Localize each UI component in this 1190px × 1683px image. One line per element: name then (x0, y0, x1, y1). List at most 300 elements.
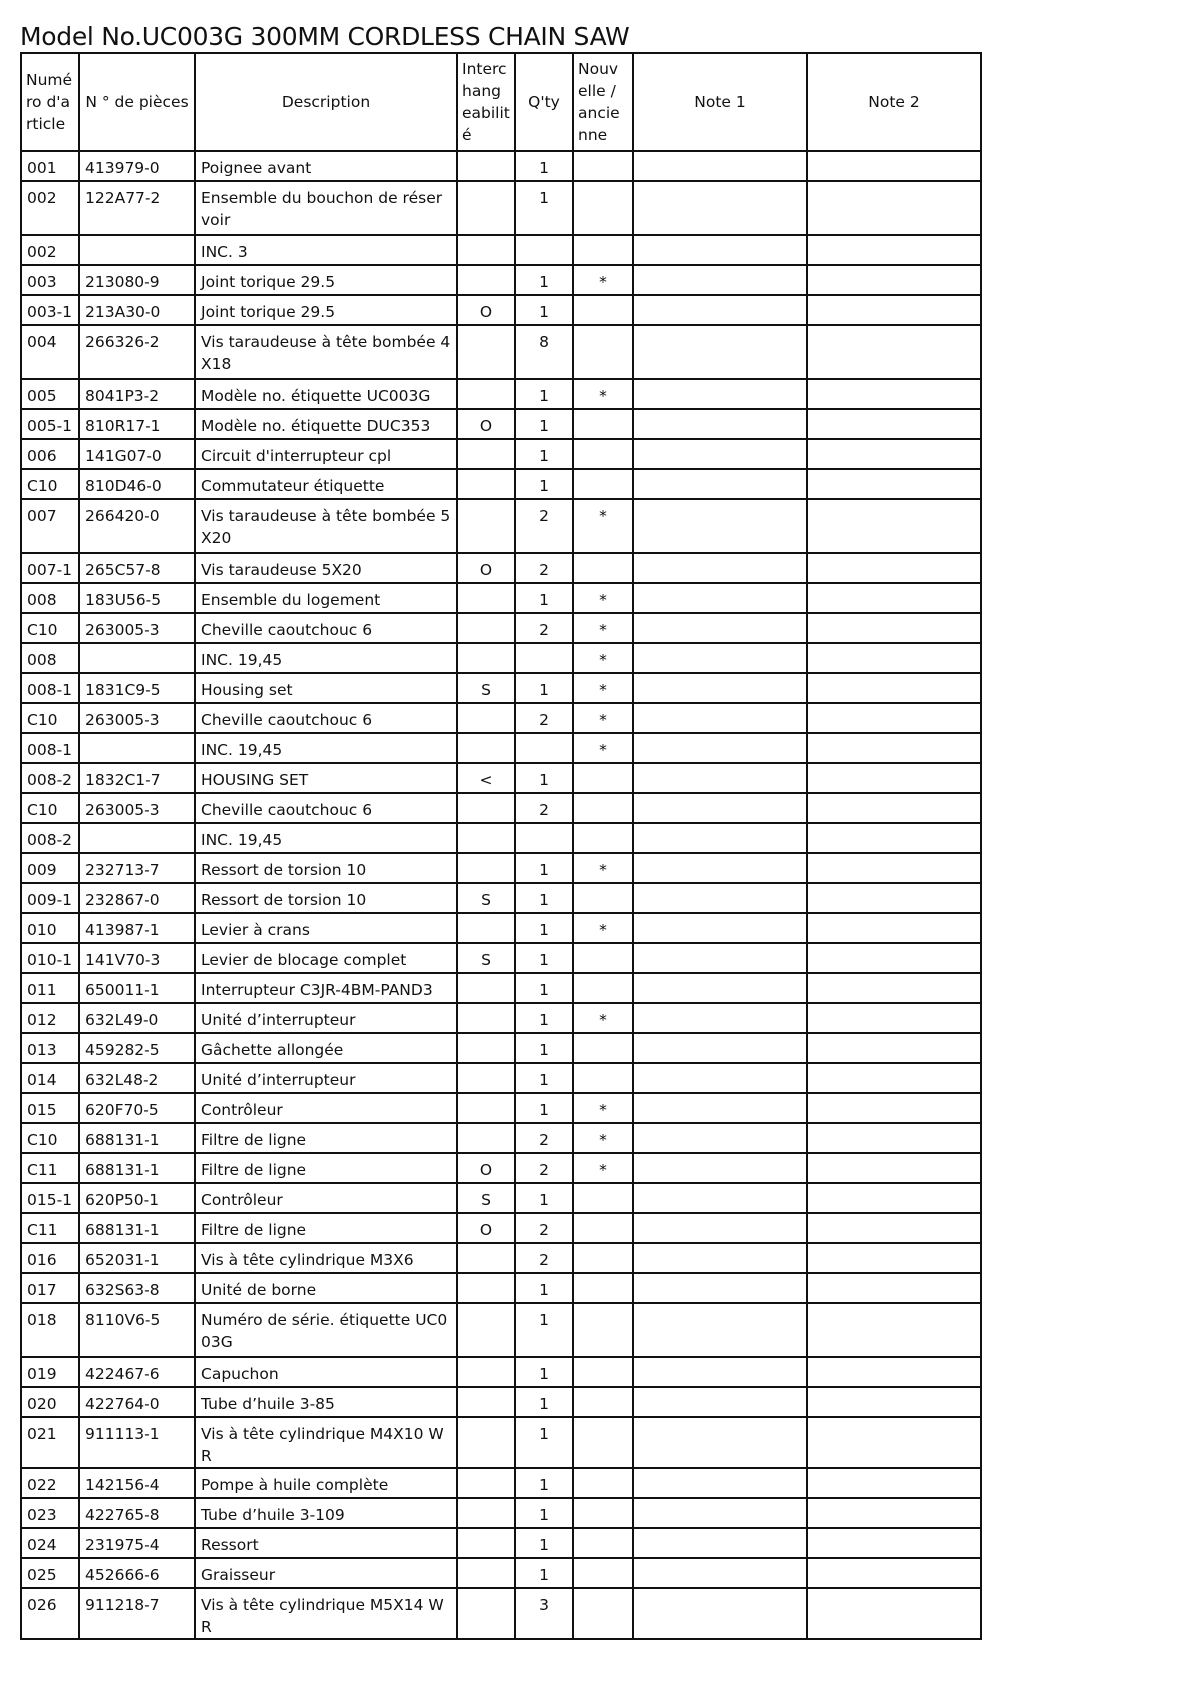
new-old-cell: * (573, 1153, 633, 1183)
interchangeability-cell (457, 379, 515, 409)
new-old-cell: * (573, 913, 633, 943)
new-old-cell: * (573, 499, 633, 553)
new-old-cell: * (573, 853, 633, 883)
table-row (21, 439, 981, 469)
header-new-old: Nouv elle / ancie nne (573, 53, 633, 151)
header-note2: Note 2 (807, 53, 981, 151)
part-no-cell (79, 643, 195, 673)
table-row (21, 673, 981, 703)
part-no-cell: 213080-9 (79, 265, 195, 295)
qty-cell (515, 733, 573, 763)
new-old-cell (573, 1303, 633, 1357)
new-old-cell (573, 295, 633, 325)
description-cell: INC. 19,45 (195, 733, 457, 763)
qty-cell: 2 (515, 499, 573, 553)
part-no-cell: 1831C9-5 (79, 673, 195, 703)
note2-cell (807, 1213, 981, 1243)
qty-cell: 2 (515, 793, 573, 823)
note1-cell (633, 1387, 807, 1417)
table-row (21, 1357, 981, 1387)
note1-cell (633, 1243, 807, 1273)
note1-cell (633, 973, 807, 1003)
description-cell: INC. 19,45 (195, 823, 457, 853)
note1-cell (633, 1528, 807, 1558)
interchangeability-cell (457, 1558, 515, 1588)
new-old-cell: * (573, 643, 633, 673)
note2-cell (807, 1417, 981, 1468)
table-row (21, 1417, 981, 1468)
qty-cell: 1 (515, 1528, 573, 1558)
item-no-cell: 001 (21, 151, 79, 181)
qty-cell: 1 (515, 1357, 573, 1387)
note2-cell (807, 265, 981, 295)
part-no-cell: 632L48-2 (79, 1063, 195, 1093)
note2-cell (807, 1093, 981, 1123)
description-cell: Vis à tête cylindrique M5X14 WR (195, 1588, 457, 1639)
note2-cell (807, 1183, 981, 1213)
description-cell: Tube d’huile 3-109 (195, 1498, 457, 1528)
description-cell: INC. 19,45 (195, 643, 457, 673)
note1-cell (633, 1357, 807, 1387)
note1-cell (633, 379, 807, 409)
interchangeability-cell (457, 1417, 515, 1468)
note2-cell (807, 1243, 981, 1273)
part-no-cell: 8041P3-2 (79, 379, 195, 409)
note1-cell (633, 1273, 807, 1303)
table-row (21, 469, 981, 499)
note1-cell (633, 1558, 807, 1588)
table-row (21, 613, 981, 643)
qty-cell: 1 (515, 265, 573, 295)
interchangeability-cell (457, 1303, 515, 1357)
table-row (21, 913, 981, 943)
qty-cell: 3 (515, 1588, 573, 1639)
part-no-cell: 266326-2 (79, 325, 195, 379)
part-no-cell: 422467-6 (79, 1357, 195, 1387)
table-row (21, 1183, 981, 1213)
qty-cell: 1 (515, 913, 573, 943)
new-old-cell: * (573, 703, 633, 733)
table-row (21, 325, 981, 379)
note2-cell (807, 973, 981, 1003)
table-row (21, 703, 981, 733)
part-no-cell: 422764-0 (79, 1387, 195, 1417)
note1-cell (633, 1588, 807, 1639)
part-no-cell: 263005-3 (79, 793, 195, 823)
interchangeability-cell (457, 1003, 515, 1033)
table-row (21, 1303, 981, 1357)
interchangeability-cell (457, 439, 515, 469)
item-no-cell: C11 (21, 1153, 79, 1183)
description-cell: Circuit d'interrupteur cpl (195, 439, 457, 469)
description-cell: Cheville caoutchouc 6 (195, 703, 457, 733)
note2-cell (807, 181, 981, 235)
table-row (21, 1273, 981, 1303)
table-row (21, 943, 981, 973)
new-old-cell: * (573, 673, 633, 703)
new-old-cell (573, 823, 633, 853)
new-old-cell (573, 1588, 633, 1639)
interchangeability-cell (457, 1273, 515, 1303)
item-no-cell: 021 (21, 1417, 79, 1468)
interchangeability-cell (457, 583, 515, 613)
header-description: Description (195, 53, 457, 151)
item-no-cell: 026 (21, 1588, 79, 1639)
note2-cell (807, 1528, 981, 1558)
qty-cell: 1 (515, 1003, 573, 1033)
new-old-cell (573, 409, 633, 439)
interchangeability-cell: O (457, 409, 515, 439)
qty-cell: 1 (515, 1417, 573, 1468)
qty-cell: 1 (515, 1063, 573, 1093)
table-row (21, 409, 981, 439)
part-no-cell: 232713-7 (79, 853, 195, 883)
note1-cell (633, 1093, 807, 1123)
part-no-cell: 263005-3 (79, 613, 195, 643)
interchangeability-cell: O (457, 1153, 515, 1183)
description-cell: Unité d’interrupteur (195, 1003, 457, 1033)
table-row (21, 181, 981, 235)
new-old-cell (573, 943, 633, 973)
interchangeability-cell (457, 1387, 515, 1417)
note1-cell (633, 1063, 807, 1093)
note1-cell (633, 235, 807, 265)
qty-cell: 1 (515, 181, 573, 235)
description-cell: HOUSING SET (195, 763, 457, 793)
part-no-cell: 141G07-0 (79, 439, 195, 469)
new-old-cell (573, 1063, 633, 1093)
table-row (21, 793, 981, 823)
table-row (21, 235, 981, 265)
qty-cell: 2 (515, 703, 573, 733)
qty-cell: 2 (515, 1213, 573, 1243)
qty-cell: 1 (515, 943, 573, 973)
description-cell: Filtre de ligne (195, 1213, 457, 1243)
new-old-cell: * (573, 1003, 633, 1033)
table-row (21, 379, 981, 409)
note1-cell (633, 1003, 807, 1033)
description-cell: Graisseur (195, 1558, 457, 1588)
table-row (21, 763, 981, 793)
qty-cell: 1 (515, 1033, 573, 1063)
note1-cell (633, 1303, 807, 1357)
note2-cell (807, 643, 981, 673)
note2-cell (807, 1588, 981, 1639)
table-row (21, 643, 981, 673)
part-no-cell: 632L49-0 (79, 1003, 195, 1033)
item-no-cell: 017 (21, 1273, 79, 1303)
new-old-cell (573, 1243, 633, 1273)
note2-cell (807, 1273, 981, 1303)
interchangeability-cell (457, 1063, 515, 1093)
table-row (21, 295, 981, 325)
description-cell: Vis taraudeuse à tête bombée 4X18 (195, 325, 457, 379)
qty-cell: 2 (515, 1123, 573, 1153)
qty-cell: 1 (515, 1273, 573, 1303)
part-no-cell: 232867-0 (79, 883, 195, 913)
note2-cell (807, 1003, 981, 1033)
qty-cell: 1 (515, 673, 573, 703)
note2-cell (807, 295, 981, 325)
note1-cell (633, 1468, 807, 1498)
part-no-cell: 413987-1 (79, 913, 195, 943)
interchangeability-cell (457, 1588, 515, 1639)
note2-cell (807, 151, 981, 181)
part-no-cell: 688131-1 (79, 1123, 195, 1153)
item-no-cell: 009 (21, 853, 79, 883)
table-row (21, 1123, 981, 1153)
new-old-cell (573, 1468, 633, 1498)
new-old-cell (573, 553, 633, 583)
part-no-cell: 141V70-3 (79, 943, 195, 973)
new-old-cell: * (573, 583, 633, 613)
part-no-cell (79, 733, 195, 763)
description-cell: Joint torique 29.5 (195, 295, 457, 325)
description-cell: Ressort de torsion 10 (195, 853, 457, 883)
interchangeability-cell (457, 325, 515, 379)
description-cell: Numéro de série. étiquette UC003G (195, 1303, 457, 1357)
note2-cell (807, 325, 981, 379)
part-no-cell: 650011-1 (79, 973, 195, 1003)
item-no-cell: 006 (21, 439, 79, 469)
note1-cell (633, 703, 807, 733)
item-no-cell: 018 (21, 1303, 79, 1357)
qty-cell: 1 (515, 853, 573, 883)
header-part-no: N ° de pièces (79, 53, 195, 151)
table-row (21, 1243, 981, 1273)
interchangeability-cell (457, 973, 515, 1003)
parts-table (20, 52, 982, 1640)
qty-cell: 2 (515, 553, 573, 583)
new-old-cell (573, 763, 633, 793)
interchangeability-cell: O (457, 1213, 515, 1243)
description-cell: INC. 3 (195, 235, 457, 265)
qty-cell: 2 (515, 613, 573, 643)
table-row (21, 1003, 981, 1033)
description-cell: Vis à tête cylindrique M4X10 WR (195, 1417, 457, 1468)
new-old-cell (573, 181, 633, 235)
interchangeability-cell: O (457, 295, 515, 325)
table-row (21, 1468, 981, 1498)
interchangeability-cell: < (457, 763, 515, 793)
new-old-cell (573, 469, 633, 499)
qty-cell (515, 235, 573, 265)
new-old-cell: * (573, 379, 633, 409)
part-no-cell: 422765-8 (79, 1498, 195, 1528)
part-no-cell: 1832C1-7 (79, 763, 195, 793)
description-cell: Interrupteur C3JR-4BM-PAND3 (195, 973, 457, 1003)
description-cell: Contrôleur (195, 1183, 457, 1213)
qty-cell: 1 (515, 1387, 573, 1417)
qty-cell: 2 (515, 1243, 573, 1273)
part-no-cell: 265C57-8 (79, 553, 195, 583)
new-old-cell (573, 325, 633, 379)
note2-cell (807, 553, 981, 583)
interchangeability-cell (457, 1498, 515, 1528)
note1-cell (633, 1498, 807, 1528)
interchangeability-cell (457, 235, 515, 265)
interchangeability-cell: O (457, 553, 515, 583)
interchangeability-cell (457, 1093, 515, 1123)
part-no-cell: 142156-4 (79, 1468, 195, 1498)
description-cell: Vis taraudeuse à tête bombée 5X20 (195, 499, 457, 553)
note1-cell (633, 1417, 807, 1468)
qty-cell: 1 (515, 973, 573, 1003)
note1-cell (633, 553, 807, 583)
qty-cell: 1 (515, 1183, 573, 1213)
description-cell: Levier à crans (195, 913, 457, 943)
table-row (21, 1213, 981, 1243)
description-cell: Filtre de ligne (195, 1153, 457, 1183)
part-no-cell: 810D46-0 (79, 469, 195, 499)
note2-cell (807, 793, 981, 823)
interchangeability-cell (457, 733, 515, 763)
item-no-cell: 003-1 (21, 295, 79, 325)
note1-cell (633, 1033, 807, 1063)
new-old-cell (573, 151, 633, 181)
table-row (21, 553, 981, 583)
note1-cell (633, 295, 807, 325)
description-cell: Ensemble du bouchon de réservoir (195, 181, 457, 235)
note1-cell (633, 763, 807, 793)
interchangeability-cell (457, 151, 515, 181)
note2-cell (807, 613, 981, 643)
description-cell: Modèle no. étiquette UC003G (195, 379, 457, 409)
note2-cell (807, 1153, 981, 1183)
item-no-cell: 013 (21, 1033, 79, 1063)
description-cell: Vis à tête cylindrique M3X6 (195, 1243, 457, 1273)
part-no-cell: 263005-3 (79, 703, 195, 733)
note1-cell (633, 1213, 807, 1243)
table-row (21, 1498, 981, 1528)
note1-cell (633, 583, 807, 613)
new-old-cell (573, 1387, 633, 1417)
table-row (21, 265, 981, 295)
interchangeability-cell (457, 1468, 515, 1498)
qty-cell: 1 (515, 1468, 573, 1498)
description-cell: Ressort de torsion 10 (195, 883, 457, 913)
table-row (21, 853, 981, 883)
part-no-cell: 459282-5 (79, 1033, 195, 1063)
qty-cell: 1 (515, 763, 573, 793)
header-row (21, 53, 981, 151)
interchangeability-cell (457, 703, 515, 733)
description-cell: Cheville caoutchouc 6 (195, 793, 457, 823)
item-no-cell: 023 (21, 1498, 79, 1528)
new-old-cell (573, 973, 633, 1003)
note2-cell (807, 1498, 981, 1528)
note2-cell (807, 379, 981, 409)
part-no-cell: 8110V6-5 (79, 1303, 195, 1357)
note1-cell (633, 853, 807, 883)
part-no-cell: 688131-1 (79, 1213, 195, 1243)
item-no-cell: C10 (21, 703, 79, 733)
note2-cell (807, 439, 981, 469)
page-title: Model No.UC003G 300MM CORDLESS CHAIN SAW (20, 22, 630, 51)
note1-cell (633, 1123, 807, 1153)
description-cell: Vis taraudeuse 5X20 (195, 553, 457, 583)
item-no-cell: 002 (21, 181, 79, 235)
item-no-cell: 022 (21, 1468, 79, 1498)
new-old-cell (573, 1273, 633, 1303)
part-no-cell: 911218-7 (79, 1588, 195, 1639)
new-old-cell (573, 439, 633, 469)
interchangeability-cell: S (457, 1183, 515, 1213)
qty-cell (515, 643, 573, 673)
note1-cell (633, 913, 807, 943)
part-no-cell: 183U56-5 (79, 583, 195, 613)
note2-cell (807, 733, 981, 763)
interchangeability-cell (457, 913, 515, 943)
note2-cell (807, 673, 981, 703)
item-no-cell: C11 (21, 1213, 79, 1243)
item-no-cell: 002 (21, 235, 79, 265)
item-no-cell: 007 (21, 499, 79, 553)
interchangeability-cell (457, 643, 515, 673)
item-no-cell: 008-2 (21, 763, 79, 793)
note2-cell (807, 1357, 981, 1387)
qty-cell: 1 (515, 439, 573, 469)
qty-cell: 1 (515, 151, 573, 181)
new-old-cell: * (573, 1093, 633, 1123)
table-row (21, 1528, 981, 1558)
note1-cell (633, 439, 807, 469)
interchangeability-cell (457, 265, 515, 295)
part-no-cell: 632S63-8 (79, 1273, 195, 1303)
new-old-cell (573, 1213, 633, 1243)
new-old-cell (573, 1558, 633, 1588)
table-row (21, 1558, 981, 1588)
qty-cell: 1 (515, 295, 573, 325)
note2-cell (807, 1468, 981, 1498)
interchangeability-cell: S (457, 673, 515, 703)
description-cell: Joint torique 29.5 (195, 265, 457, 295)
interchangeability-cell (457, 853, 515, 883)
note1-cell (633, 151, 807, 181)
description-cell: Cheville caoutchouc 6 (195, 613, 457, 643)
qty-cell: 1 (515, 1498, 573, 1528)
part-no-cell: 620F70-5 (79, 1093, 195, 1123)
qty-cell: 1 (515, 583, 573, 613)
note1-cell (633, 469, 807, 499)
note1-cell (633, 733, 807, 763)
note1-cell (633, 643, 807, 673)
new-old-cell: * (573, 733, 633, 763)
new-old-cell: * (573, 265, 633, 295)
part-no-cell: 266420-0 (79, 499, 195, 553)
item-no-cell: C10 (21, 1123, 79, 1153)
table-row (21, 1063, 981, 1093)
note2-cell (807, 853, 981, 883)
description-cell: Ensemble du logement (195, 583, 457, 613)
note2-cell (807, 913, 981, 943)
description-cell: Modèle no. étiquette DUC353 (195, 409, 457, 439)
interchangeability-cell (457, 793, 515, 823)
qty-cell: 1 (515, 883, 573, 913)
note2-cell (807, 1558, 981, 1588)
item-no-cell: 019 (21, 1357, 79, 1387)
table-row (21, 499, 981, 553)
qty-cell (515, 823, 573, 853)
description-cell: Levier de blocage complet (195, 943, 457, 973)
note2-cell (807, 583, 981, 613)
table-row (21, 151, 981, 181)
item-no-cell: 010-1 (21, 943, 79, 973)
interchangeability-cell (457, 613, 515, 643)
description-cell: Gâchette allongée (195, 1033, 457, 1063)
new-old-cell (573, 1498, 633, 1528)
description-cell: Commutateur étiquette (195, 469, 457, 499)
